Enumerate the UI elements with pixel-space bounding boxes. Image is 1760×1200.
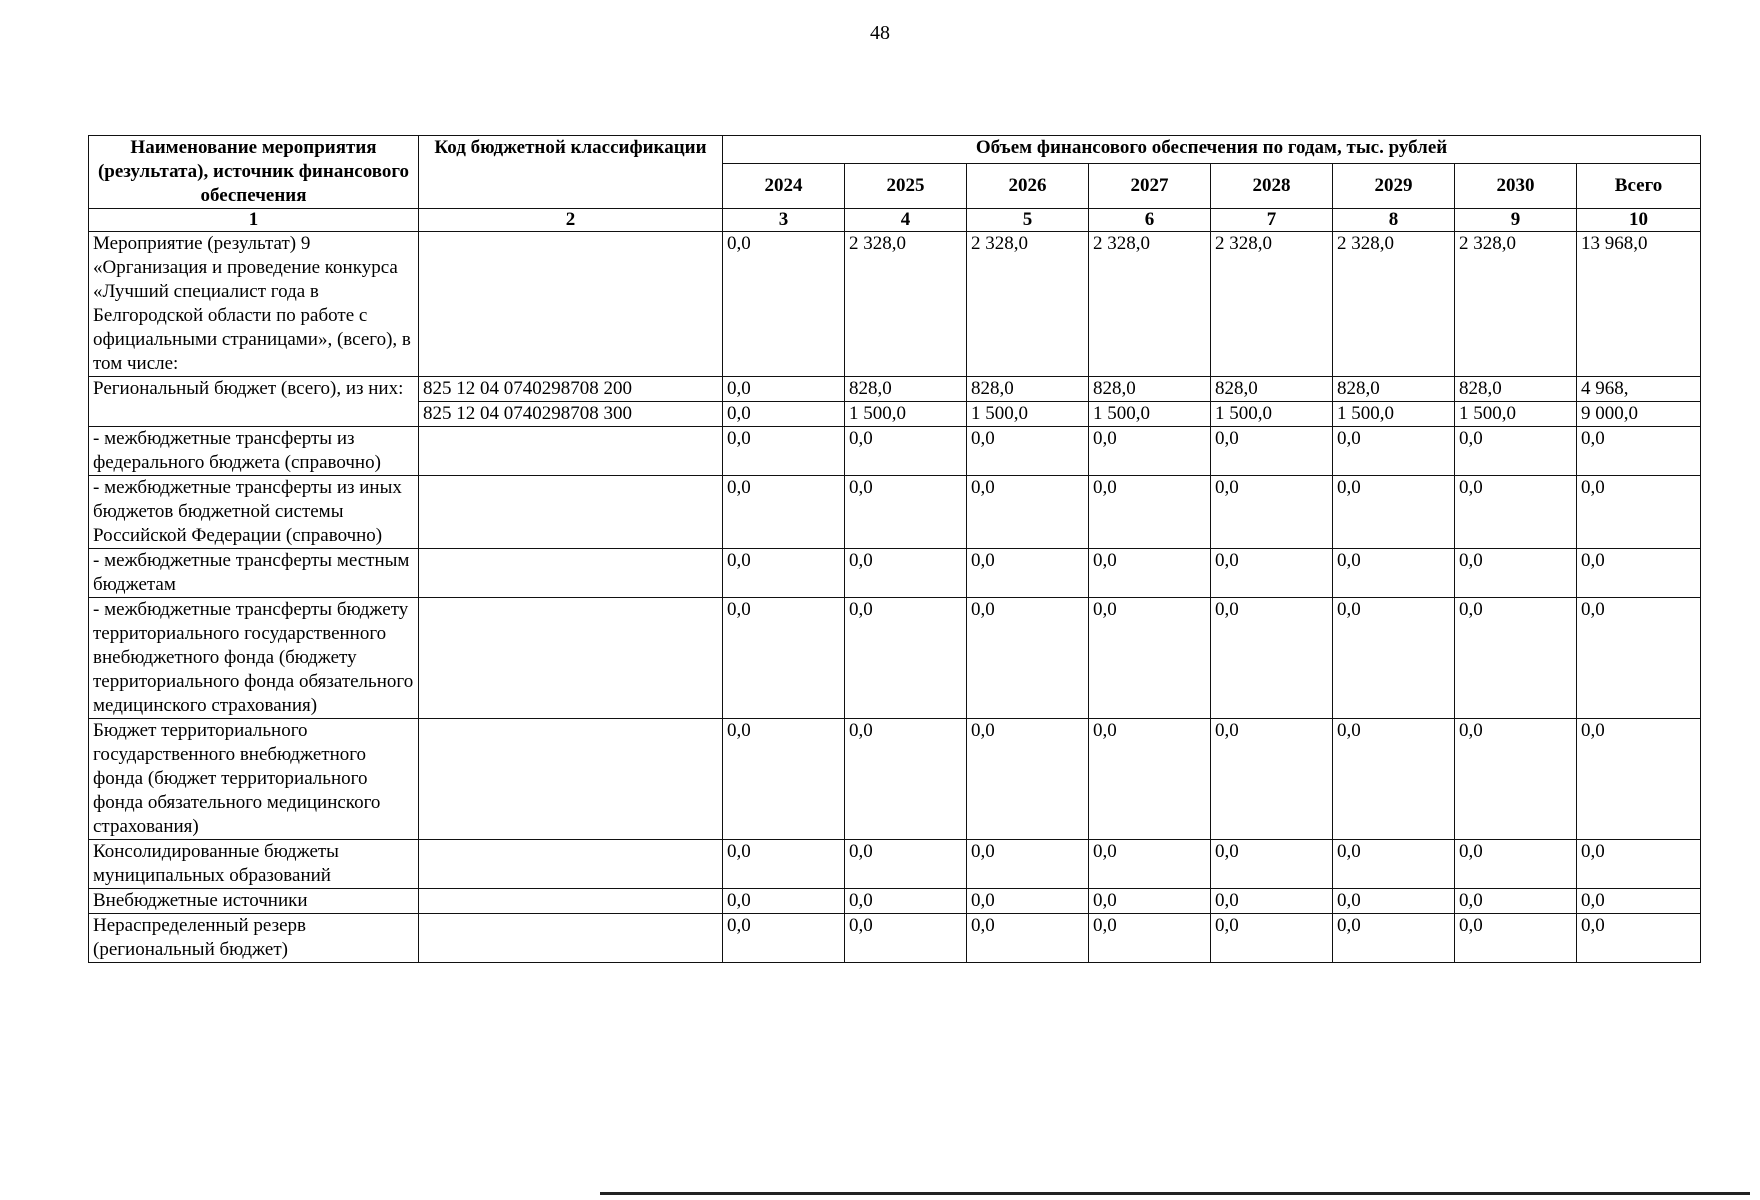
value-cell: 0,0 bbox=[1577, 598, 1701, 719]
value-cell: 0,0 bbox=[1333, 427, 1455, 476]
row-name: - межбюджетные трансферты из федерального бюджета (справочно) bbox=[89, 427, 419, 476]
value-cell: 0,0 bbox=[967, 719, 1089, 840]
value-cell: 0,0 bbox=[723, 232, 845, 377]
value-cell: 2 328,0 bbox=[1333, 232, 1455, 377]
value-cell: 1 500,0 bbox=[967, 402, 1089, 427]
value-cell: 0,0 bbox=[1089, 719, 1211, 840]
value-cell: 2 328,0 bbox=[1211, 232, 1333, 377]
value-cell: 0,0 bbox=[1211, 476, 1333, 549]
row-name: Мероприятие (результат) 9 «Организация и проведение конкурса «Лучший специалист года в Белгородской области по работе с официальными страницами», (всего), в том числе: bbox=[89, 232, 419, 377]
value-cell: 0,0 bbox=[1333, 840, 1455, 889]
value-cell: 0,0 bbox=[723, 889, 845, 914]
row-code: 825 12 04 0740298708 300 bbox=[419, 402, 723, 427]
value-cell: 0,0 bbox=[1333, 914, 1455, 963]
header-year: 2030 bbox=[1455, 164, 1577, 209]
value-cell: 0,0 bbox=[1211, 719, 1333, 840]
value-cell: 0,0 bbox=[723, 402, 845, 427]
row-code bbox=[419, 232, 723, 377]
value-cell: 0,0 bbox=[1577, 476, 1701, 549]
column-number: 1 bbox=[89, 209, 419, 232]
column-number: 2 bbox=[419, 209, 723, 232]
row-code: 825 12 04 0740298708 200 bbox=[419, 377, 723, 402]
value-cell: 0,0 bbox=[845, 476, 967, 549]
table-row bbox=[89, 889, 1701, 914]
value-cell: 0,0 bbox=[1089, 598, 1211, 719]
value-cell: 0,0 bbox=[1089, 889, 1211, 914]
value-cell: 0,0 bbox=[723, 377, 845, 402]
value-cell: 0,0 bbox=[967, 476, 1089, 549]
row-name: Бюджет территориального государственного внебюджетного фонда (бюджет территориального фонда обязательного медицинского страхования) bbox=[89, 719, 419, 840]
value-cell: 1 500,0 bbox=[1211, 402, 1333, 427]
table-row bbox=[89, 232, 1701, 377]
header-total: Всего bbox=[1577, 164, 1701, 209]
value-cell: 0,0 bbox=[1211, 840, 1333, 889]
header-code: Код бюджетной классификации bbox=[419, 136, 723, 209]
scan-artifact-line bbox=[600, 1192, 1750, 1195]
value-cell: 828,0 bbox=[1211, 377, 1333, 402]
row-name: - межбюджетные трансферты бюджету территориального государственного внебюджетного фонда (бюджету территориального фонда обязательного медицинского страхования) bbox=[89, 598, 419, 719]
value-cell: 0,0 bbox=[845, 427, 967, 476]
header-volume: Объем финансового обеспечения по годам, тыс. рублей bbox=[723, 136, 1701, 164]
header-year: 2024 bbox=[723, 164, 845, 209]
header-year: 2025 bbox=[845, 164, 967, 209]
table-row bbox=[89, 598, 1701, 719]
row-code bbox=[419, 549, 723, 598]
value-cell: 0,0 bbox=[967, 889, 1089, 914]
value-cell: 0,0 bbox=[1577, 889, 1701, 914]
value-cell: 0,0 bbox=[1333, 889, 1455, 914]
value-cell: 0,0 bbox=[723, 549, 845, 598]
value-cell: 0,0 bbox=[1455, 598, 1577, 719]
row-code bbox=[419, 427, 723, 476]
value-cell: 0,0 bbox=[1577, 719, 1701, 840]
value-cell: 0,0 bbox=[967, 549, 1089, 598]
value-cell: 0,0 bbox=[845, 914, 967, 963]
value-cell: 0,0 bbox=[1455, 549, 1577, 598]
column-number: 5 bbox=[967, 209, 1089, 232]
value-cell: 0,0 bbox=[967, 914, 1089, 963]
value-cell: 0,0 bbox=[1333, 549, 1455, 598]
value-cell: 1 500,0 bbox=[1455, 402, 1577, 427]
value-cell: 0,0 bbox=[723, 427, 845, 476]
column-number: 7 bbox=[1211, 209, 1333, 232]
row-name: - межбюджетные трансферты местным бюджетам bbox=[89, 549, 419, 598]
value-cell: 0,0 bbox=[1089, 840, 1211, 889]
value-cell: 0,0 bbox=[1455, 840, 1577, 889]
column-number: 6 bbox=[1089, 209, 1211, 232]
value-cell: 828,0 bbox=[845, 377, 967, 402]
header-year: 2029 bbox=[1333, 164, 1455, 209]
table-row bbox=[89, 914, 1701, 963]
value-cell: 0,0 bbox=[845, 719, 967, 840]
table-row bbox=[89, 427, 1701, 476]
table-row bbox=[89, 840, 1701, 889]
value-cell: 828,0 bbox=[1089, 377, 1211, 402]
table-row bbox=[89, 377, 1701, 402]
value-cell: 0,0 bbox=[1211, 914, 1333, 963]
page-number: 48 bbox=[870, 22, 890, 44]
table-row bbox=[89, 719, 1701, 840]
value-cell: 0,0 bbox=[1089, 427, 1211, 476]
value-cell: 0,0 bbox=[845, 598, 967, 719]
value-cell: 0,0 bbox=[1089, 914, 1211, 963]
value-cell: 0,0 bbox=[1089, 476, 1211, 549]
value-cell: 0,0 bbox=[1455, 476, 1577, 549]
header-year: 2027 bbox=[1089, 164, 1211, 209]
value-cell: 0,0 bbox=[967, 598, 1089, 719]
value-cell: 0,0 bbox=[967, 427, 1089, 476]
header-year: 2028 bbox=[1211, 164, 1333, 209]
column-number: 10 bbox=[1577, 209, 1701, 232]
header-name: Наименование мероприятия (результата), источник финансового обеспечения bbox=[89, 136, 419, 209]
value-cell: 4 968, bbox=[1577, 377, 1701, 402]
column-number: 8 bbox=[1333, 209, 1455, 232]
value-cell: 13 968,0 bbox=[1577, 232, 1701, 377]
header-year: 2026 bbox=[967, 164, 1089, 209]
value-cell: 2 328,0 bbox=[1089, 232, 1211, 377]
table-row bbox=[89, 549, 1701, 598]
value-cell: 2 328,0 bbox=[1455, 232, 1577, 377]
value-cell: 0,0 bbox=[1333, 719, 1455, 840]
value-cell: 828,0 bbox=[967, 377, 1089, 402]
row-name: Региональный бюджет (всего), из них: bbox=[89, 377, 419, 427]
financing-table bbox=[88, 135, 1701, 963]
value-cell: 0,0 bbox=[845, 889, 967, 914]
value-cell: 0,0 bbox=[723, 914, 845, 963]
value-cell: 0,0 bbox=[1577, 427, 1701, 476]
row-code bbox=[419, 840, 723, 889]
value-cell: 0,0 bbox=[1211, 549, 1333, 598]
value-cell: 0,0 bbox=[967, 840, 1089, 889]
value-cell: 828,0 bbox=[1333, 377, 1455, 402]
value-cell: 0,0 bbox=[1211, 427, 1333, 476]
value-cell: 0,0 bbox=[1455, 427, 1577, 476]
value-cell: 2 328,0 bbox=[845, 232, 967, 377]
column-number: 3 bbox=[723, 209, 845, 232]
table-row bbox=[89, 476, 1701, 549]
row-code bbox=[419, 598, 723, 719]
value-cell: 0,0 bbox=[845, 840, 967, 889]
row-name: Консолидированные бюджеты муниципальных образований bbox=[89, 840, 419, 889]
column-number: 4 bbox=[845, 209, 967, 232]
value-cell: 0,0 bbox=[1211, 598, 1333, 719]
value-cell: 0,0 bbox=[1455, 889, 1577, 914]
row-name: Внебюджетные источники bbox=[89, 889, 419, 914]
value-cell: 0,0 bbox=[1211, 889, 1333, 914]
value-cell: 0,0 bbox=[723, 719, 845, 840]
value-cell: 9 000,0 bbox=[1577, 402, 1701, 427]
value-cell: 1 500,0 bbox=[1333, 402, 1455, 427]
value-cell: 0,0 bbox=[723, 476, 845, 549]
value-cell: 0,0 bbox=[723, 840, 845, 889]
row-code bbox=[419, 476, 723, 549]
value-cell: 0,0 bbox=[1333, 476, 1455, 549]
value-cell: 2 328,0 bbox=[967, 232, 1089, 377]
value-cell: 0,0 bbox=[845, 549, 967, 598]
value-cell: 0,0 bbox=[723, 598, 845, 719]
value-cell: 0,0 bbox=[1333, 598, 1455, 719]
row-name: Нераспределенный резерв (региональный бюджет) bbox=[89, 914, 419, 963]
table-header bbox=[89, 136, 1701, 232]
value-cell: 0,0 bbox=[1089, 549, 1211, 598]
value-cell: 0,0 bbox=[1455, 719, 1577, 840]
value-cell: 0,0 bbox=[1455, 914, 1577, 963]
value-cell: 1 500,0 bbox=[1089, 402, 1211, 427]
value-cell: 0,0 bbox=[1577, 840, 1701, 889]
row-code bbox=[419, 719, 723, 840]
value-cell: 828,0 bbox=[1455, 377, 1577, 402]
value-cell: 0,0 bbox=[1577, 549, 1701, 598]
row-code bbox=[419, 889, 723, 914]
column-number: 9 bbox=[1455, 209, 1577, 232]
table-body bbox=[89, 232, 1701, 963]
row-code bbox=[419, 914, 723, 963]
row-name: - межбюджетные трансферты из иных бюджетов бюджетной системы Российской Федерации (справочно) bbox=[89, 476, 419, 549]
value-cell: 1 500,0 bbox=[845, 402, 967, 427]
value-cell: 0,0 bbox=[1577, 914, 1701, 963]
